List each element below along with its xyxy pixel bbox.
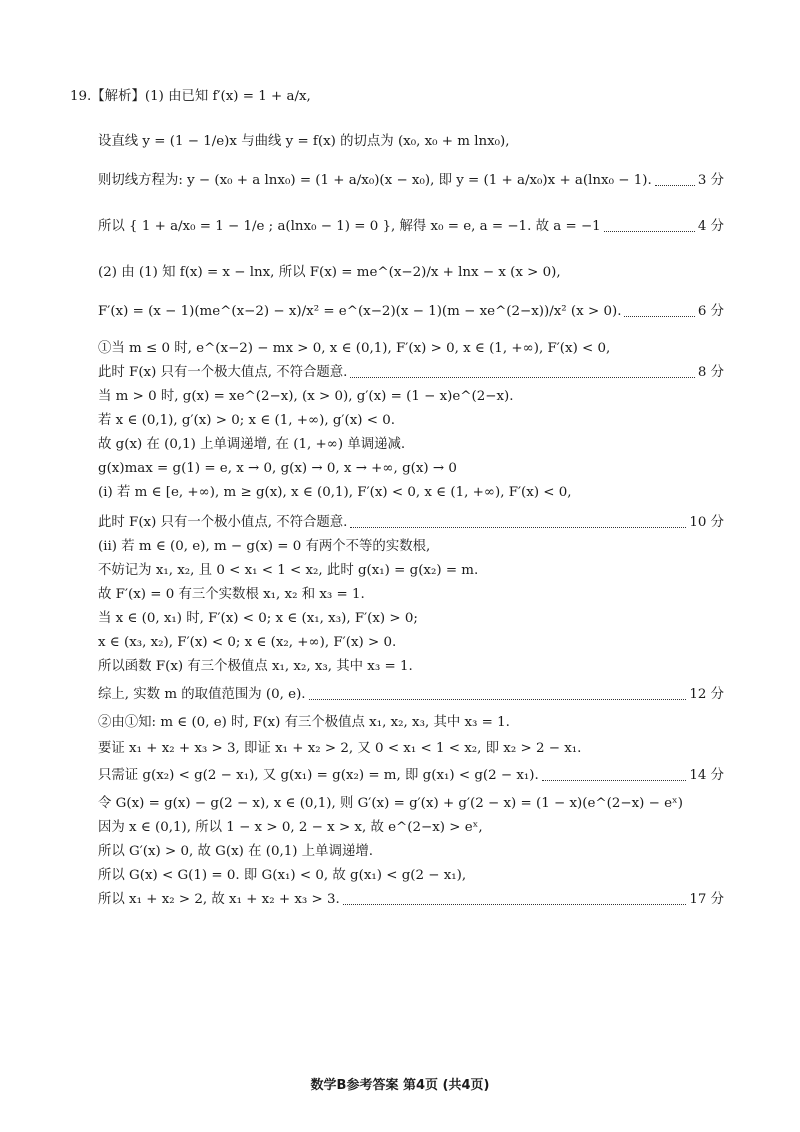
score-label: 10 分 [689, 515, 724, 530]
score-leader-dots [655, 185, 695, 186]
score-leader-dots [309, 699, 687, 700]
solution-line-text: 当 x ∈ (0, x₁) 时, F′(x) < 0; x ∈ (x₁, x₃), F′(x) > 0; [98, 611, 418, 626]
score-leader-dots [350, 377, 694, 378]
solution-line-text: 只需证 g(x₂) < g(2 − x₁), 又 g(x₁) = g(x₂) = m, 即 g(x₁) < g(2 − x₁). [98, 768, 539, 783]
solution-line [98, 170, 724, 192]
solution-line-text: (ⅱ) 若 m ∈ (0, e), m − g(x) = 0 有两个不等的实数根, [98, 539, 431, 554]
solution-line [98, 458, 724, 480]
solution-line [98, 386, 724, 408]
solution-line [98, 338, 724, 360]
score-label: 12 分 [689, 687, 724, 702]
solution-line [98, 362, 724, 384]
solution-line [98, 817, 724, 839]
solution-line-text: (2) 由 (1) 知 f(x) = x − lnx, 所以 F(x) = me^(x−2)/x + lnx − x (x > 0), [98, 265, 561, 280]
solution-line-text: 此时 F(x) 只有一个极大值点, 不符合题意. [98, 365, 348, 380]
solution-line-text: 所以 G(x) < G(1) = 0. 即 G(x₁) < 0, 故 g(x₁) < g(2 − x₁), [98, 868, 467, 883]
score-label: 6 分 [697, 304, 724, 319]
solution-line-text: 当 m > 0 时, g(x) = xe^(2−x), (x > 0), g′(x) = (1 − x)e^(2−x). [98, 389, 514, 404]
solution-line [98, 584, 724, 606]
solution-line-text: ①当 m ≤ 0 时, e^(x−2) − mx > 0, x ∈ (0,1), F′(x) > 0, x ∈ (1, +∞), F′(x) < 0, [98, 341, 611, 356]
solution-line-text: ②由①知: m ∈ (0, e) 时, F(x) 有三个极值点 x₁, x₂, x₃, 其中 x₃ = 1. [98, 715, 510, 730]
solution-line-text: 此时 F(x) 只有一个极小值点, 不符合题意. [98, 515, 348, 530]
problem-header-text: 19.【解析】(1) 由已知 f′(x) = 1 + a/x, [70, 89, 311, 104]
solution-line-text: 若 x ∈ (0,1), g′(x) > 0; x ∈ (1, +∞), g′(x) < 0. [98, 413, 395, 428]
solution-line [98, 656, 724, 678]
score-label: 3 分 [697, 173, 724, 188]
solution-line [98, 410, 724, 432]
solution-line-text: 因为 x ∈ (0,1), 所以 1 − x > 0, 2 − x > x, 故 e^(2−x) > eˣ, [98, 820, 483, 835]
score-label: 8 分 [697, 365, 724, 380]
solution-line-text: g(x)max = g(1) = e, x → 0, g(x) → 0, x → +∞, g(x) → 0 [98, 461, 457, 476]
solution-line [98, 536, 724, 558]
solution-line [98, 765, 724, 787]
page-footer: 数学B参考答案 第4页 (共4页) [310, 1078, 490, 1093]
solution-line [98, 712, 724, 734]
solution-line [98, 216, 724, 238]
solution-line-text: 所以函数 F(x) 有三个极值点 x₁, x₂, x₃, 其中 x₃ = 1. [98, 659, 413, 674]
solution-line [98, 512, 724, 534]
solution-line-text: 设直线 y = (1 − 1/e)x 与曲线 y = f(x) 的切点为 (x₀, x₀ + m lnx₀), [98, 134, 510, 149]
solution-line [98, 865, 724, 887]
solution-line [98, 131, 724, 153]
solution-line [98, 632, 724, 654]
solution-line-text: 所以 G′(x) > 0, 故 G(x) 在 (0,1) 上单调递增. [98, 844, 373, 859]
score-label: 17 分 [689, 892, 724, 907]
solution-line [98, 684, 724, 706]
solution-line-text: 要证 x₁ + x₂ + x₃ > 3, 即证 x₁ + x₂ > 2, 又 0 < x₁ < 1 < x₂, 即 x₂ > 2 − x₁. [98, 741, 582, 756]
solution-line-text: F′(x) = (x − 1)(me^(x−2) − x)/x² = e^(x−2)(x − 1)(m − xe^(2−x))/x² (x > 0). [98, 304, 622, 319]
solution-line-text: 则切线方程为: y − (x₀ + a lnx₀) = (1 + a/x₀)(x − x₀), 即 y = (1 + a/x₀)x + a(lnx₀ − 1). [98, 173, 652, 188]
solution-line-text: (ⅰ) 若 m ∈ [e, +∞), m ≥ g(x), x ∈ (0,1), F′(x) < 0, x ∈ (1, +∞), F′(x) < 0, [98, 485, 572, 500]
solution-line-text: 所以 { 1 + a/x₀ = 1 − 1/e ; a(lnx₀ − 1) = 0 }, 解得 x₀ = e, a = −1. 故 a = −1 [98, 219, 601, 234]
score-leader-dots [542, 780, 687, 781]
solution-line-text: 综上, 实数 m 的取值范围为 (0, e). [98, 687, 306, 702]
solution-line [98, 608, 724, 630]
score-label: 14 分 [689, 768, 724, 783]
solution-line-text: 所以 x₁ + x₂ > 2, 故 x₁ + x₂ + x₃ > 3. [98, 892, 340, 907]
solution-line [98, 301, 724, 323]
solution-line [98, 889, 724, 911]
solution-line [98, 434, 724, 456]
score-leader-dots [604, 231, 695, 232]
score-leader-dots [343, 904, 687, 905]
solution-line-text: x ∈ (x₃, x₂), F′(x) < 0; x ∈ (x₂, +∞), F′(x) > 0. [98, 635, 397, 650]
solution-line [98, 841, 724, 863]
solution-line [98, 482, 724, 504]
score-leader-dots [624, 316, 694, 317]
solution-line-text: 令 G(x) = g(x) − g(2 − x), x ∈ (0,1), 则 G′(x) = g′(x) + g′(2 − x) = (1 − x)(e^(2−x) − eˣ) [98, 796, 683, 811]
score-leader-dots [350, 527, 686, 528]
score-label: 4 分 [697, 219, 724, 234]
solution-line [98, 560, 724, 582]
solution-line [98, 262, 724, 284]
solution-line [98, 793, 724, 815]
solution-line-text: 故 g(x) 在 (0,1) 上单调递增, 在 (1, +∞) 单调递减. [98, 437, 406, 452]
problem-header [70, 86, 696, 108]
solution-line-text: 故 F′(x) = 0 有三个实数根 x₁, x₂ 和 x₃ = 1. [98, 587, 365, 602]
solution-line-text: 不妨记为 x₁, x₂, 且 0 < x₁ < 1 < x₂, 此时 g(x₁) = g(x₂) = m. [98, 563, 479, 578]
solution-line [98, 738, 724, 760]
